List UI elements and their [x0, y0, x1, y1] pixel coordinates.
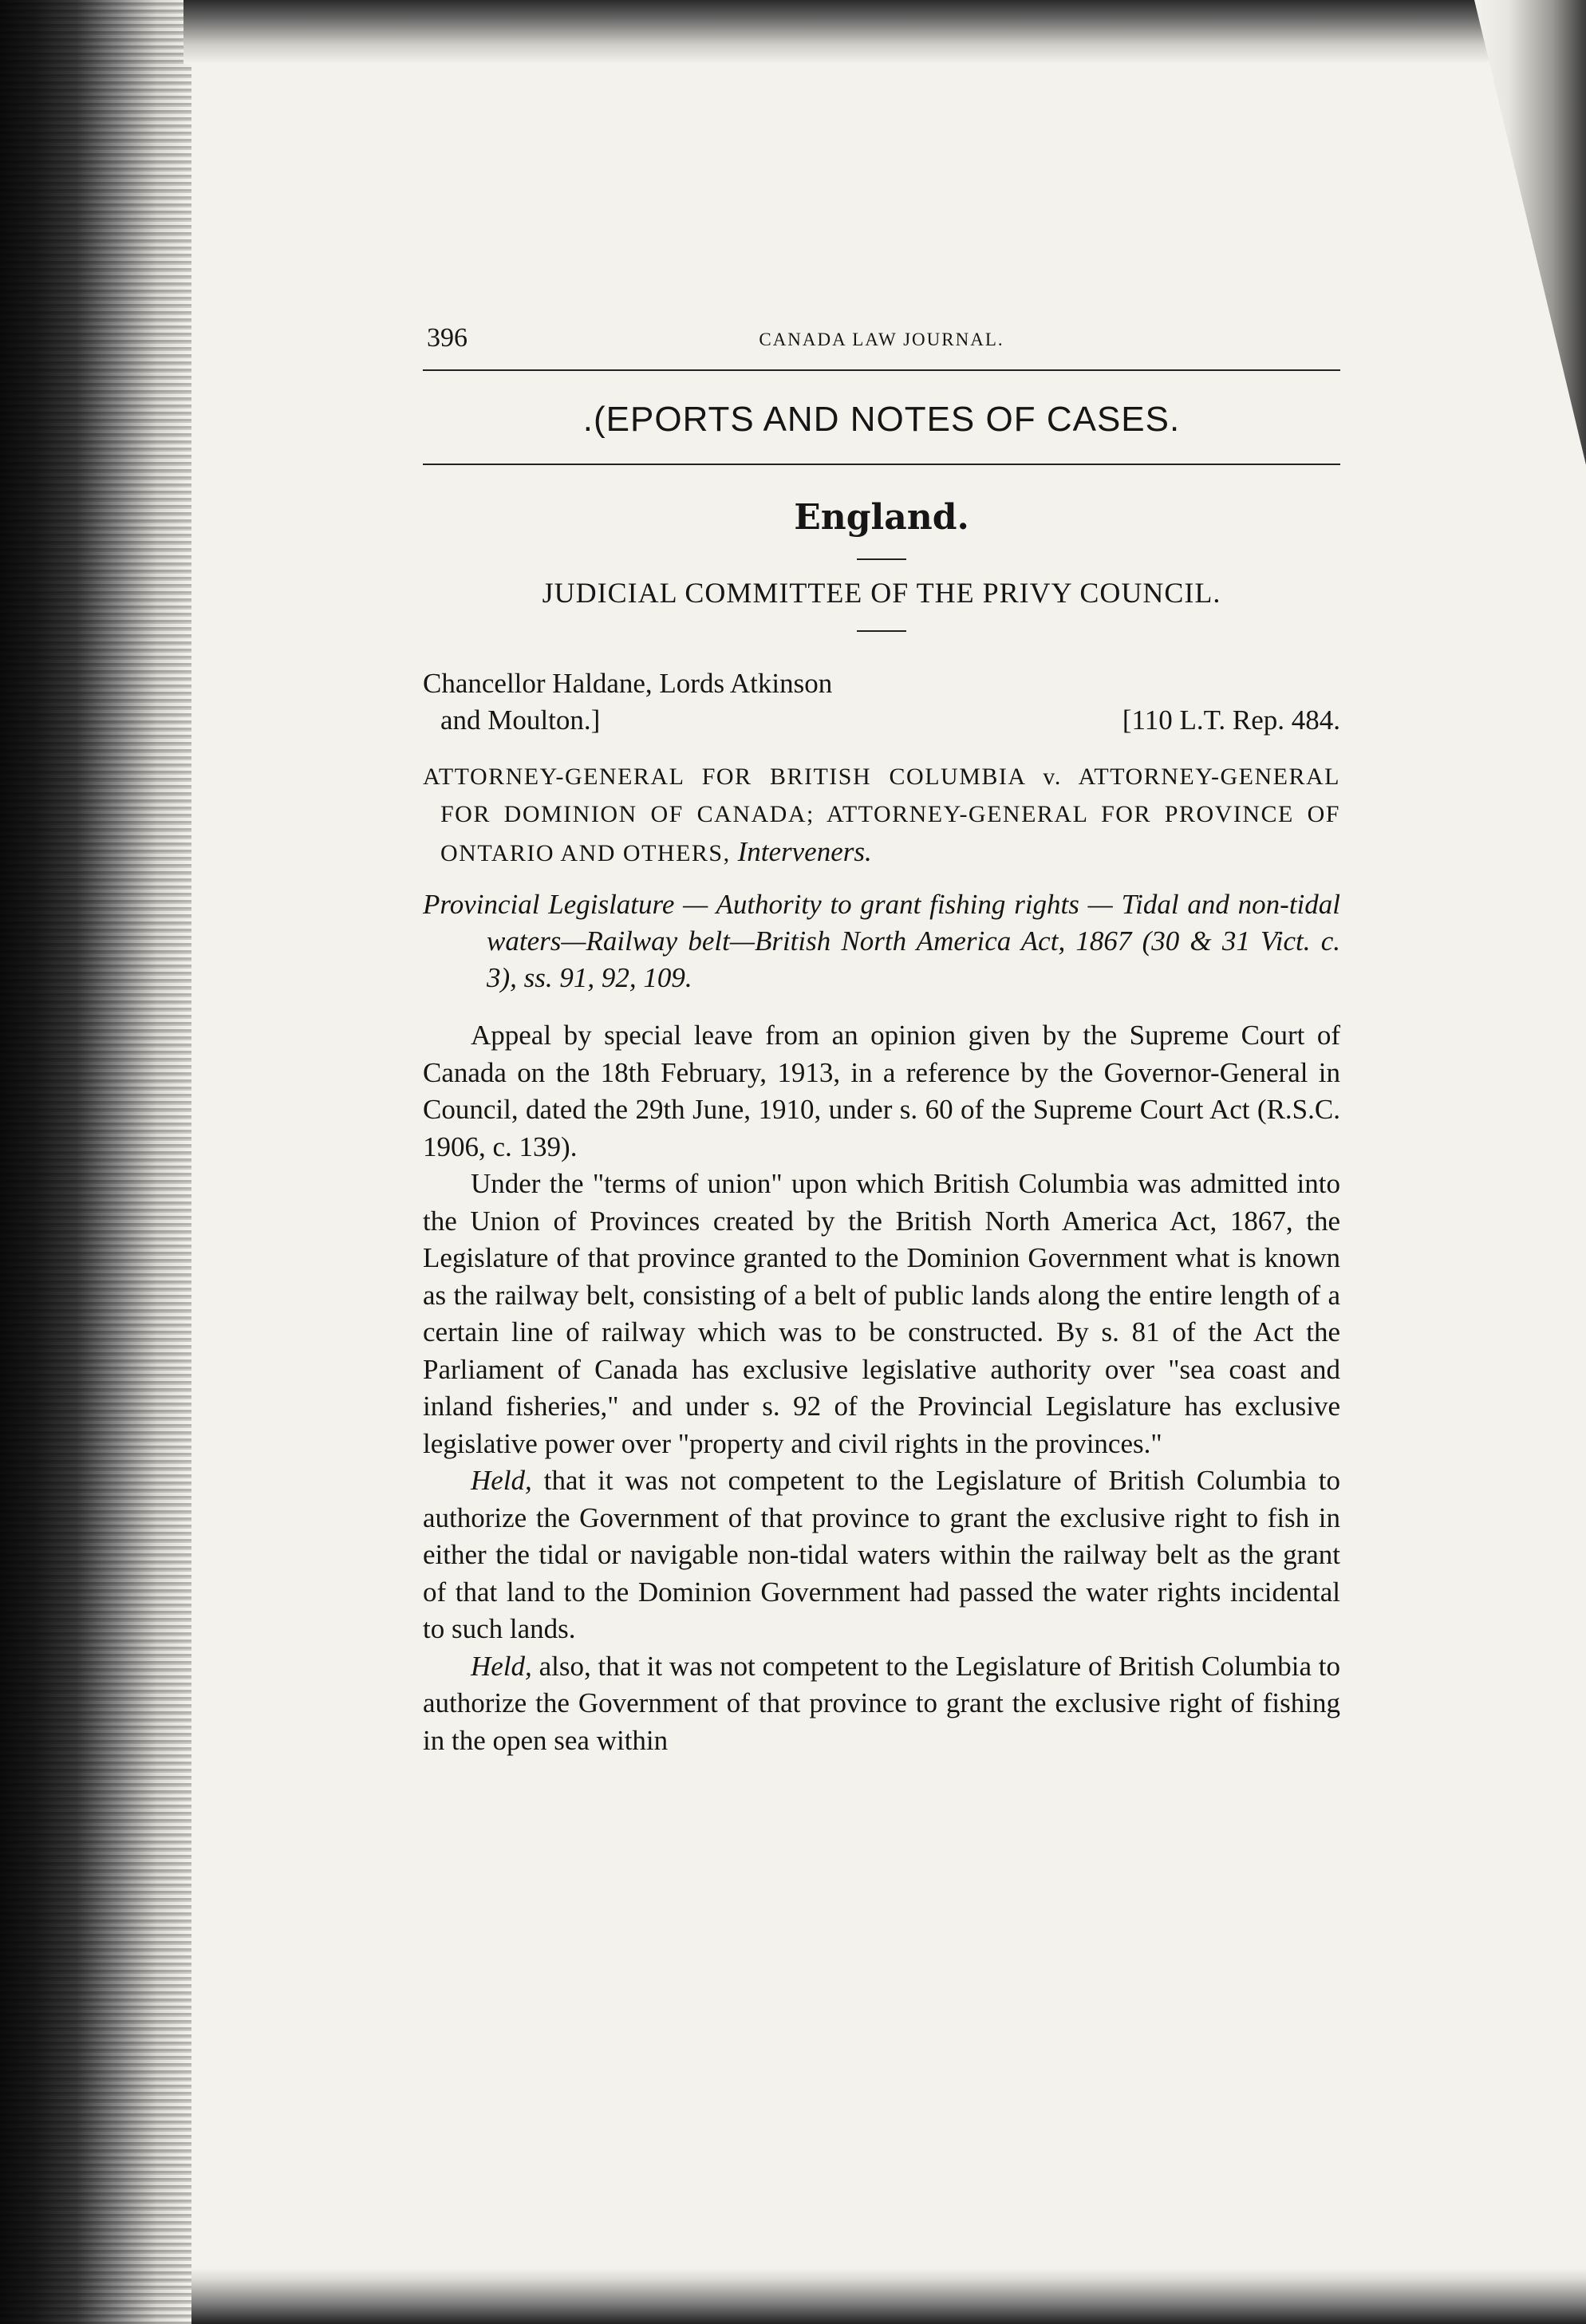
court-heading: JUDICIAL COMMITTEE OF THE PRIVY COUNCIL. — [542, 577, 1221, 609]
section-title: .(EPORTS AND NOTES OF CASES. — [582, 400, 1181, 439]
scan-right-shadow — [1474, 0, 1586, 2324]
header-rule — [423, 369, 1340, 371]
report-citation: [110 L.T. Rep. 484. — [1122, 704, 1340, 736]
scan-top-shadow — [183, 0, 1586, 64]
journal-page — [423, 307, 1340, 2166]
held-label: Held, — [471, 1650, 532, 1682]
short-divider — [857, 630, 906, 632]
country-heading: England. — [794, 497, 969, 538]
held-label: Held, — [471, 1465, 532, 1496]
held-paragraph — [423, 1648, 1340, 1760]
held-paragraph — [423, 1462, 1340, 1648]
short-divider — [857, 558, 906, 560]
headnote: Provincial Legislature — Authority to grant fishing rights — Tidal and non-tidal waters—Railway belt—British North America Act, 1867 (30 & 31 Vict. c. 3), ss. 91, 92, 109. — [423, 889, 1340, 993]
body-paragraph: Appeal by special leave from an opinion given by the Supreme Court of Canada on the 18th February, 1913, in a reference by the Governor-General in Council, dated the 29th June, 1910, under s. 60 of the Supreme Court Act (R.S.C. 1906, c. 139). — [423, 1020, 1340, 1162]
parties-interveners: Interveners. — [737, 836, 872, 867]
running-head — [423, 307, 1340, 355]
judges-line-2 — [423, 702, 1340, 739]
judges-line: and Moulton.] — [440, 704, 601, 736]
held-text: also, that it was not competent to the Legislature of British Columbia to authorize the Government of that province to grant the exclusive right of fishing in the open sea within — [423, 1650, 1340, 1756]
judges-line: Chancellor Haldane, Lords Atkinson — [423, 668, 833, 699]
scan-binding-shadow — [0, 0, 191, 2324]
body-paragraph: Under the "terms of union" upon which British Columbia was admitted into the Union of Provinces created by the British North America Act, 1867, the Legislature of that province granted to the Dominion Government what is known as the railway belt, consisting of a belt of public lands along the entire length of a certain line of railway which was to be constructed. By s. 81 of the Act the Parliament of Canada has exclusive legislative authority over "sea coast and inland fisheries," and under s. 92 of the Provincial Legislature has exclusive legislative power over "property and civil rights in the provinces." — [423, 1168, 1340, 1459]
section-rule — [423, 464, 1340, 465]
judges-block — [423, 665, 1340, 739]
case-parties — [423, 758, 1340, 872]
page-number: 396 — [427, 323, 468, 353]
scan-bottom-shadow — [191, 2268, 1586, 2324]
held-text: that it was not competent to the Legislature of British Columbia to authorize the Government of that province to grant the exclusive right to fish in either the tidal or navigable non-tidal waters within the railway belt as the grant of that land to the Dominion Government had passed the water rights incidental to such lands. — [423, 1465, 1340, 1644]
parties-names: ATTORNEY-GENERAL FOR BRITISH COLUMBIA v. ATTORNEY-GENERAL FOR DOMINION OF CANADA; ATTORNEY-GENERAL FOR PROVINCE OF ONTARIO AND OTHERS, — [423, 763, 1340, 866]
journal-title: CANADA LAW JOURNAL. — [759, 329, 1004, 349]
